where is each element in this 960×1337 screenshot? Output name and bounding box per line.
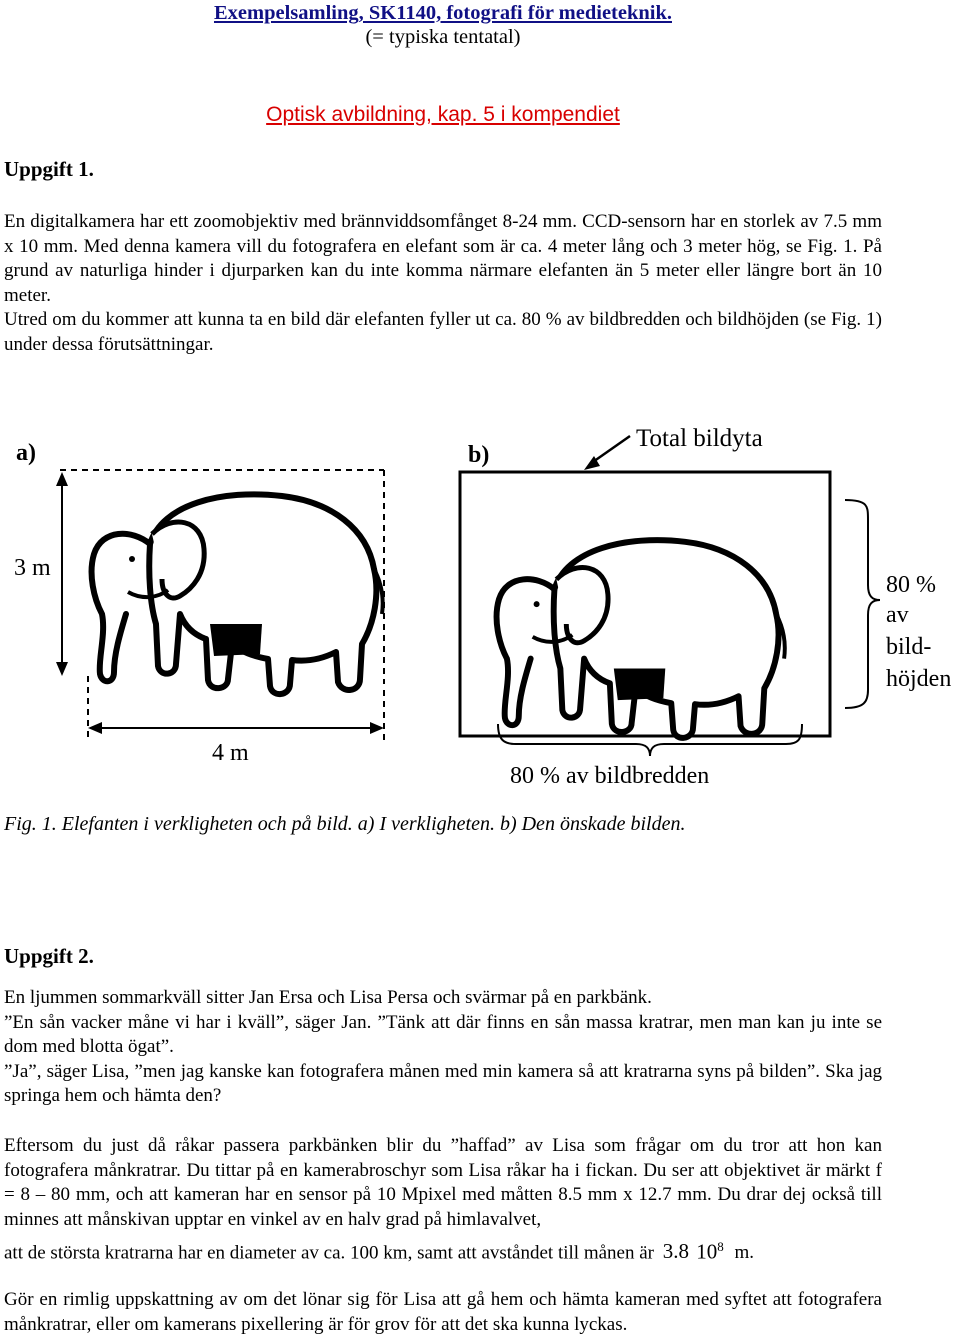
task2-paragraph2-end: [4, 1235, 882, 1266]
height-arrow-head-bottom: [56, 662, 68, 676]
figure-caption: Fig. 1. Elefanten i verkligheten och på bild. a) I verkligheten. b) Den önskade bilden.: [4, 813, 686, 835]
task2-line1: En ljummen sommarkväll sitter Jan Ersa och Lisa Persa och svärmar på en parkbänk.: [4, 987, 652, 1008]
task2-paragraph3: Gör en rimlig uppskattning av om det lönar sig för Lisa att gå hem och hämta kameran med syftet att fotografera månkratrar, eller om kamerans pixellering är för grov för att det ska kunna lyckas.: [4, 1289, 882, 1335]
figure-label-a: a): [16, 440, 36, 466]
width-arrow-head-right: [370, 722, 384, 734]
height-label: 3 m: [14, 555, 51, 581]
task1-heading: Uppgift 1.: [4, 157, 94, 181]
task2-block1: [4, 986, 882, 1109]
pct-height-line1: 80 %: [886, 572, 936, 598]
task2-line2: ”En sån vacker måne vi har i kväll”, säger Jan. ”Tänk att där finns en sån massa kratrar, men man kan ju inte se dom med blotta ögat”.: [4, 1011, 882, 1057]
distance-unit: m.: [734, 1242, 755, 1264]
document-subtitle: (= typiska tentatal): [365, 26, 521, 48]
distance-mantissa: 3.8: [662, 1239, 689, 1264]
document-title: Exempelsamling, SK1140, fotografi för medieteknik.: [213, 2, 672, 24]
height-brace: [845, 500, 880, 708]
pct-height-line4: höjden: [886, 666, 952, 692]
height-arrow-head-top: [56, 472, 68, 486]
task2-block2: [4, 1134, 882, 1266]
task2-paragraph2: Eftersom du just då råkar passera parkbänken blir du ”haffad” av Lisa som frågar om du tror att hon kan fotografera månkratrar. Du tittar på en kamerabroschyr som Lisa råkar ha i fickan. Du ser att objektivet är märkt f = 8 – 80 mm, och att kameran har en sensor på 10 Mpixel med måtten 8.5 mm x 12.7 mm. Du drar dej också till minnes att månskivan upptar en vinkel av en halv grad på himlavalvet,: [4, 1135, 882, 1230]
task1-paragraph1: En digitalkamera har ett zoomobjektiv med brännviddsomfånget 8-24 mm. CCD-sensorn har en storlek av 7.5 mm x 10 mm. Med denna kamera vill du fotografera en elefant som är ca. 4 meter lång och 3 meter hög, se Fig. 1. På grund av naturliga hinder i djurparken kan du inte komma närmare elefanten än 5 meter eller längre bort än 10 meter.: [4, 211, 882, 306]
width-label: 4 m: [212, 740, 249, 766]
task1-paragraph2: Utred om du kommer att kunna ta en bild där elefanten fyller ut ca. 80 % av bildbredden och bildhöjden (se Fig. 1) under dessa förutsättningar.: [4, 309, 882, 355]
elephant-figure: [0, 400, 960, 805]
task2-block3: [4, 1288, 882, 1337]
distance-base: 10: [696, 1239, 718, 1264]
elephant-a: [92, 494, 383, 694]
task2-line3: ”Ja”, säger Lisa, ”men jag kanske kan fotografera månen med min kamera så att kratrarna syns på bilden”. Ska jag springa hem och hämta den?: [4, 1060, 882, 1106]
pct-width-label: 80 % av bildbredden: [510, 763, 710, 789]
task1-text: [4, 210, 882, 357]
elephant-b: [497, 540, 785, 738]
task2-paragraph2-end-text: att de största kratrarna har en diameter av ca. 100 km, samt att avståndet till månen är: [4, 1242, 654, 1264]
section-heading: Optisk avbildning, kap. 5 i kompendiet: [266, 103, 620, 126]
figure-label-b: b): [468, 442, 490, 468]
pct-height-line2: av: [886, 602, 909, 628]
width-arrow-head-left: [88, 722, 102, 734]
pct-height-line3: bild-: [886, 634, 932, 660]
distance-exponent: 8: [717, 1239, 724, 1254]
task2-heading: Uppgift 2.: [4, 944, 94, 968]
total-area-label: Total bildyta: [636, 425, 763, 452]
